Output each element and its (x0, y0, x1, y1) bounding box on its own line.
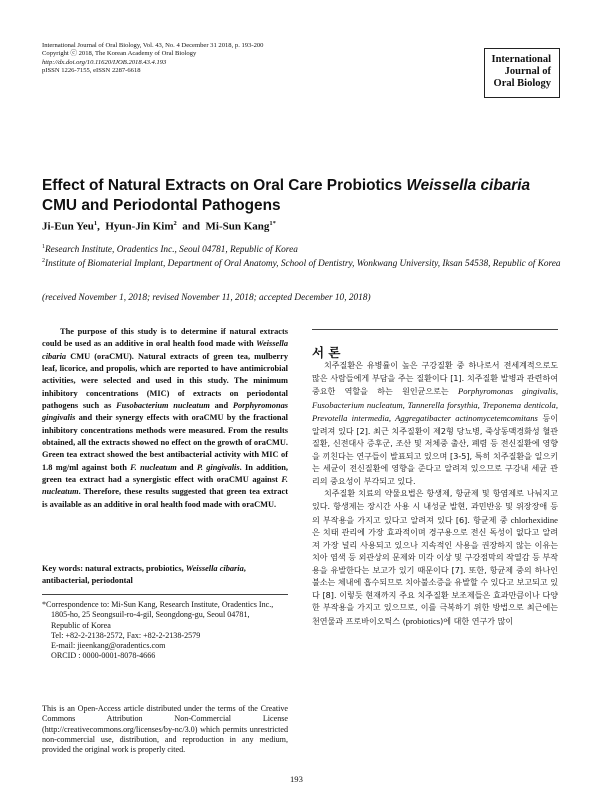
species-name: Weissella cibaria (185, 564, 244, 573)
abstract-text: . Therefore, these results suggested that green tea extract is available as an additive in oral health food made with oraCMU. (42, 487, 288, 509)
title-prefix: Effect of Natural Extracts on Oral Care Probiotics (42, 177, 407, 194)
author-name: Hyun-Jin Kim (105, 220, 174, 233)
term-probiotics: probiotics (405, 615, 441, 626)
keywords-text: natural extracts, probiotics, (83, 564, 186, 573)
article-title (42, 176, 562, 216)
correspondence (42, 600, 288, 662)
intro-paragraph-1 (312, 360, 558, 488)
page-number: 193 (290, 774, 303, 784)
received-dates: (received November 1, 2018; revised November 11, 2018; accepted December 10, 2018) (42, 293, 371, 303)
correspondence-line: *Correspondence to: Mi-Sun Kang, Research Institute, Oradentics Inc., (42, 600, 274, 609)
chemical-name: chlorhexidine (510, 514, 558, 525)
author-sup: 2 (173, 220, 177, 227)
abstract-text: CMU (oraCMU). Natural extracts of green tea, mulberry leaf, licorice, and propolis, which are reported to have antimicrobial activities, were selected and used in this study. The minimum inhibitory concentrations (MIC) of extracts on periodontal pathogens such as (42, 351, 288, 411)
journal-title-box (484, 48, 560, 98)
affiliation-2 (42, 255, 562, 271)
correspondence-line: 1805-ho, 25 Seongsuil-ro-4-gil, Seongdong-gu, Seoul 04781, (51, 610, 250, 620)
correspondence-line: E-mail: jieenkang@oradentics.com (51, 641, 166, 650)
correspondence-line: ORCID : 0000-0001-8078-4666 (51, 651, 156, 661)
title-suffix: CMU and Periodontal Pathogens (42, 197, 281, 214)
introduction-body (312, 360, 558, 628)
species-name: Fusobacterium nucleatum (116, 401, 210, 411)
license-notice: This is an Open-Access article distributed under the terms of the Creative Commons Attribution Non-Commercial License (http://creativecommons.org/licenses/by-nc/3.0) which permits unrestricted non-commercial use, distribution, and reproduction in any medium, provided the original work is properly cited. (42, 704, 288, 755)
correspondence-line: Tel: +82-2-2138-2572, Fax: +82-2-2138-2579 (51, 630, 201, 640)
species-name: F. nucleatum (42, 475, 288, 497)
species-name: Porphyromonas gingivalis (42, 401, 289, 423)
species-name: Weissella cibaria (42, 339, 288, 361)
intro-paragraph-2 (312, 488, 558, 628)
journal-box-line-2: Journal of (504, 66, 551, 78)
body-text: 치주질환은 유병률이 높은 구강질환 중 하나로서 전세계적으로도 많은 사람들에게 부담을 주는 질환이다 [1]. 치주질환 발병과 관련하여 중요한 역할을 하는 원인균으로는 (312, 361, 558, 397)
species-name: F. nucleatum (130, 462, 177, 472)
title-species: Weissella cibaria (406, 177, 531, 194)
abstract-text: and (209, 401, 233, 411)
species-name: P. gingivalis (196, 462, 240, 472)
correspondence-line: Republic of Korea (51, 620, 111, 630)
author-name: Ji-Eun Yeu (42, 220, 94, 233)
body-text: 치주질환 치료의 약물요법은 항생제, 항균제 및 항염제로 나눠지고 있다. 항생제는 장시간 사용 시 내성균 발현, 과민반응 및 위장장애 등의 부작용을 가지고 있다고 알려져 있다 [6]. 항균제 중 (312, 489, 558, 525)
journal-box-line-3: Oral Biology (493, 78, 551, 90)
body-text: )에 대한 연구가 많이 (440, 616, 514, 626)
body-text: 등이 알려져 있다 [2]. 최근 치주질환이 제2형 당뇨병, 죽상동맥경화성 혈관 질환, 신전대사 증후군, 조산 및 저체중 출산, 폐렴 등 전신질환에 영향을 끼친다는 연구들이 발표되고 있으며 [3-5], 특히 치주질환을 일으키는 세균이 전신질환에 영향을 준다고 알려져 있으므로 구강내 세균 관리의 중요성이 부각되고 있다. (312, 414, 558, 486)
author-list: Ji-Eun Yeu$^1$, Hyun-Jin Kim$^2$ and Mi-Sun Kang$^{1*}$ (42, 220, 276, 233)
keywords-label: Key words: (42, 564, 84, 573)
footnote-divider (42, 594, 288, 595)
affiliation-sup: 1 (42, 244, 45, 250)
affiliation-text: Research Institute, Oradentics Inc., Seoul 04781, Republic of Korea (45, 245, 298, 256)
species-list: Porphyromonas gingivalis, Fusobacterium nucleatum, Tannerella forsythia, Treponema denticola, Prevotella intermedia, Aggregatibacter actinomycetemcomitans (312, 386, 558, 424)
body-text: 은 치태 관리에 가장 효과적이며 경구용으로 전신 독성이 없다고 알려져 가장 널리 사용되고 있으나 지속적인 사용을 권장하지 않는 이유는 치아 염색 등 외관상의 문제와 미각 이상 및 구강점막의 작열감 등 부작용을 유발한다는 보고가 있기 때문이다 [7]. 또한, 항균제 중의 하나인 불소는 체내에 흡수되므로 치아불소증을 유발할 수 있다고 보고되고 있다 [8]. 이렇듯 현재까지 주요 치주질환 보조제들은 효과만큼이나 다양한 부작용을 가지고 있으므로, 이를 극복하기 위한 방법으로 최근에는 천연물과 프로바이오틱스 ( (312, 528, 558, 626)
author-sup: 1 (93, 220, 98, 227)
section-title: 서 론 (312, 345, 341, 360)
keywords (42, 563, 288, 588)
copyright-line: Copyright ⓒ 2018, The Korean Academy of Oral Biology (42, 50, 197, 58)
affiliation-sup: 2 (42, 258, 45, 264)
keywords-text: , antibacterial, periodontal (42, 564, 246, 586)
citation-line: International Journal of Oral Biology, Vol. 43, No. 4 December 31 2018, p. 193-200 (42, 42, 264, 49)
section-divider (312, 329, 558, 330)
journal-header (42, 42, 263, 76)
abstract-text: and (176, 462, 197, 472)
affiliation-text: Institute of Biomaterial Implant, Department of Oral Anatomy, School of Dentistry, Wonkwang University, Iksan 54538, Republic of Korea (45, 259, 561, 270)
abstract-text: and their synergy effects with oraCMU by the fractional inhibitory concentrations methods were measured. From the results obtained, all the extracts showed no effect on the growth of oraCMU. Green tea extract showed the best antibacterial activity with MIC of 1.8 mg/ml against both (42, 413, 288, 472)
issn-line: pISSN 1226-7155, eISSN 2287-6618 (42, 67, 141, 75)
author-sup: 1* (269, 220, 276, 227)
abstract-text: The purpose of this study is to determine if natural extracts could be used as an additive in oral health food made with (42, 327, 288, 349)
abstract-text: . In addition, green tea extract had a synergistic effect with oraCMU against (42, 462, 289, 485)
doi-line: http://dx.doi.org/10.11620/IJOB.2018.43.4.193 (42, 58, 167, 66)
author-name: Mi-Sun Kang (205, 220, 270, 233)
abstract (42, 326, 288, 511)
journal-box-line-1: International (491, 54, 551, 65)
